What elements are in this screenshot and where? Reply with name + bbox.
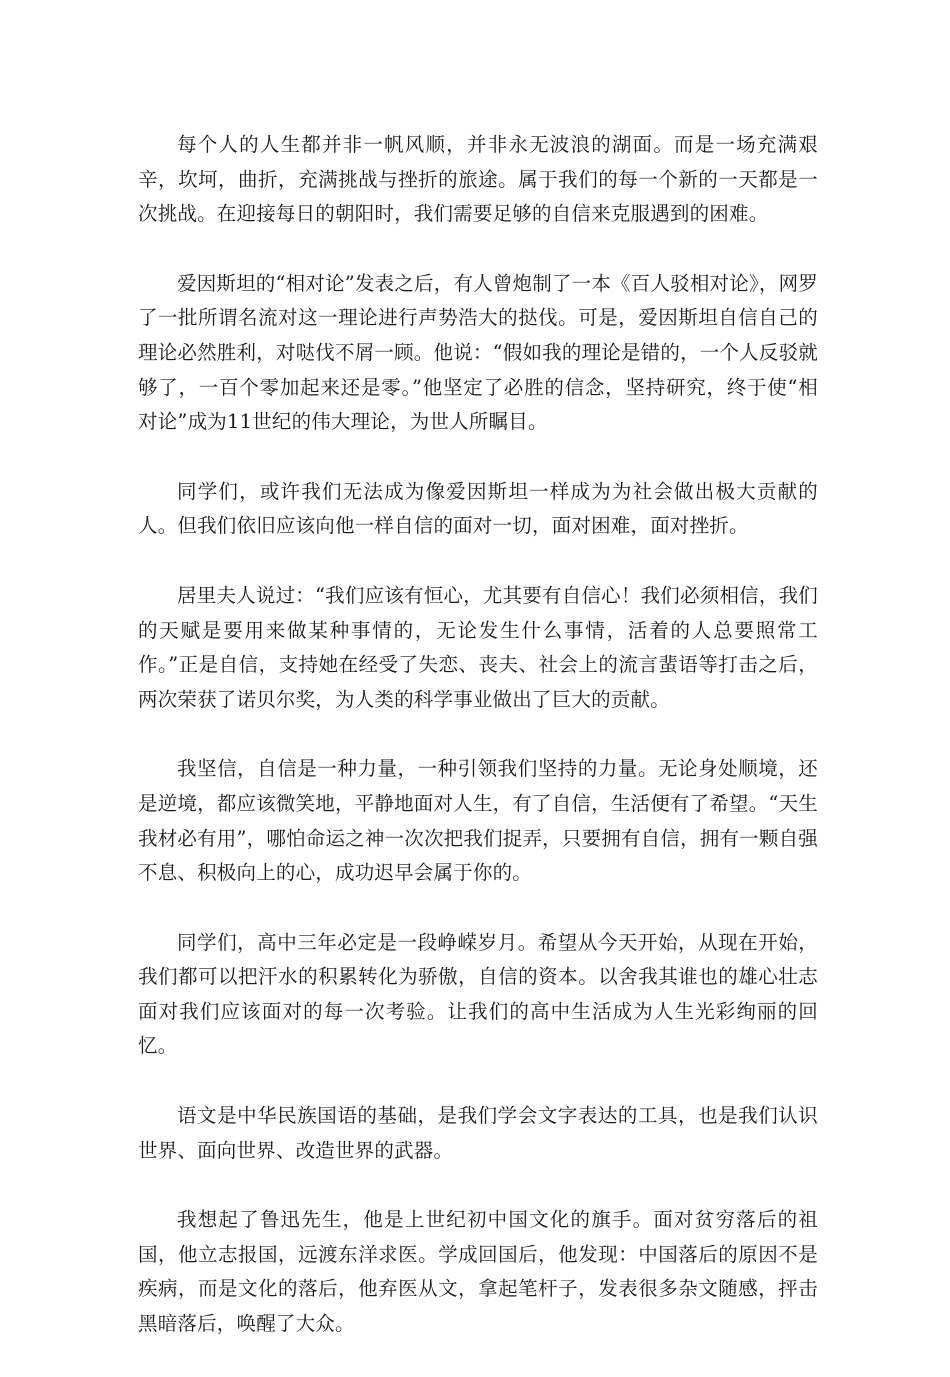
paragraph-7: 语文是中华民族国语的基础，是我们学会文字表达的工具，也是我们认识世界、面向世界、改造世界的武器。: [138, 1104, 818, 1162]
paragraph-1: 每个人的人生都并非一帆风顺，并非永无波浪的湖面。而是一场充满艰辛，坎坷，曲折，充满挑战与挫折的旅途。属于我们的每一个新的一天都是一次挑战。在迎接每日的朝阳时，我们需要足够的自信来克服遇到的困难。: [138, 133, 818, 226]
paragraph-8: 我想起了鲁迅先生，他是上世纪初中国文化的旗手。面对贫穷落后的祖国，他立志报国，远渡东洋求医。学成回国后，他发现：中国落后的原因不是疾病，而是文化的落后，他弃医从文，拿起笔杆子，发表很多杂文随感，抨击黑暗落后，唤醒了大众。: [138, 1208, 818, 1336]
document-body: [138, 128, 818, 1377]
paragraph-3: 同学们，或许我们无法成为像爱因斯坦一样成为为社会做出极大贡献的人。但我们依旧应该向他一样自信的面对一切，面对困难，面对挫折。: [138, 479, 818, 538]
paragraph-2: 爱因斯坦的“相对论”发表之后，有人曾炮制了一本《百人驳相对论》，网罗了一批所谓名流对这一理论进行声势浩大的挞伐。可是，爱因斯坦自信自己的理论必然胜利，对哒伐不屑一顾。他说：“假如我的理论是错的，一个人反驳就够了，一百个零加起来还是零。”他坚定了必胜的信念，坚持研究，终于使“相对论”成为11世纪的伟大理论，为世人所瞩目。: [138, 271, 818, 434]
paragraph-5: 我坚信，自信是一种力量，一种引领我们坚持的力量。无论身处顺境，还是逆境，都应该微笑地，平静地面对人生，有了自信，生活便有了希望。“天生我材必有用”，哪怕命运之神一次次把我们捉弄，只要拥有自信，拥有一颗自强不息、积极向上的心，成功迟早会属于你的。: [138, 757, 818, 885]
paragraph-6: 同学们，高中三年必定是一段峥嵘岁月。希望从今天开始，从现在开始，我们都可以把汗水的积累转化为骄傲，自信的资本。以舍我其谁也的雄心壮志面对我们应该面对的每一次考验。让我们的高中生活成为人生光彩绚丽的回忆。: [138, 930, 818, 1058]
paragraph-4: 居里夫人说过：“我们应该有恒心，尤其要有自信心！我们必须相信，我们的天赋是要用来做某种事情的，无论发生什么事情，活着的人总要照常工作。”正是自信，支持她在经受了失恋、丧夫、社会上的流言蜚语等打击之后，两次荣获了诺贝尔奖，为人类的科学事业做出了巨大的贡献。: [138, 583, 818, 711]
